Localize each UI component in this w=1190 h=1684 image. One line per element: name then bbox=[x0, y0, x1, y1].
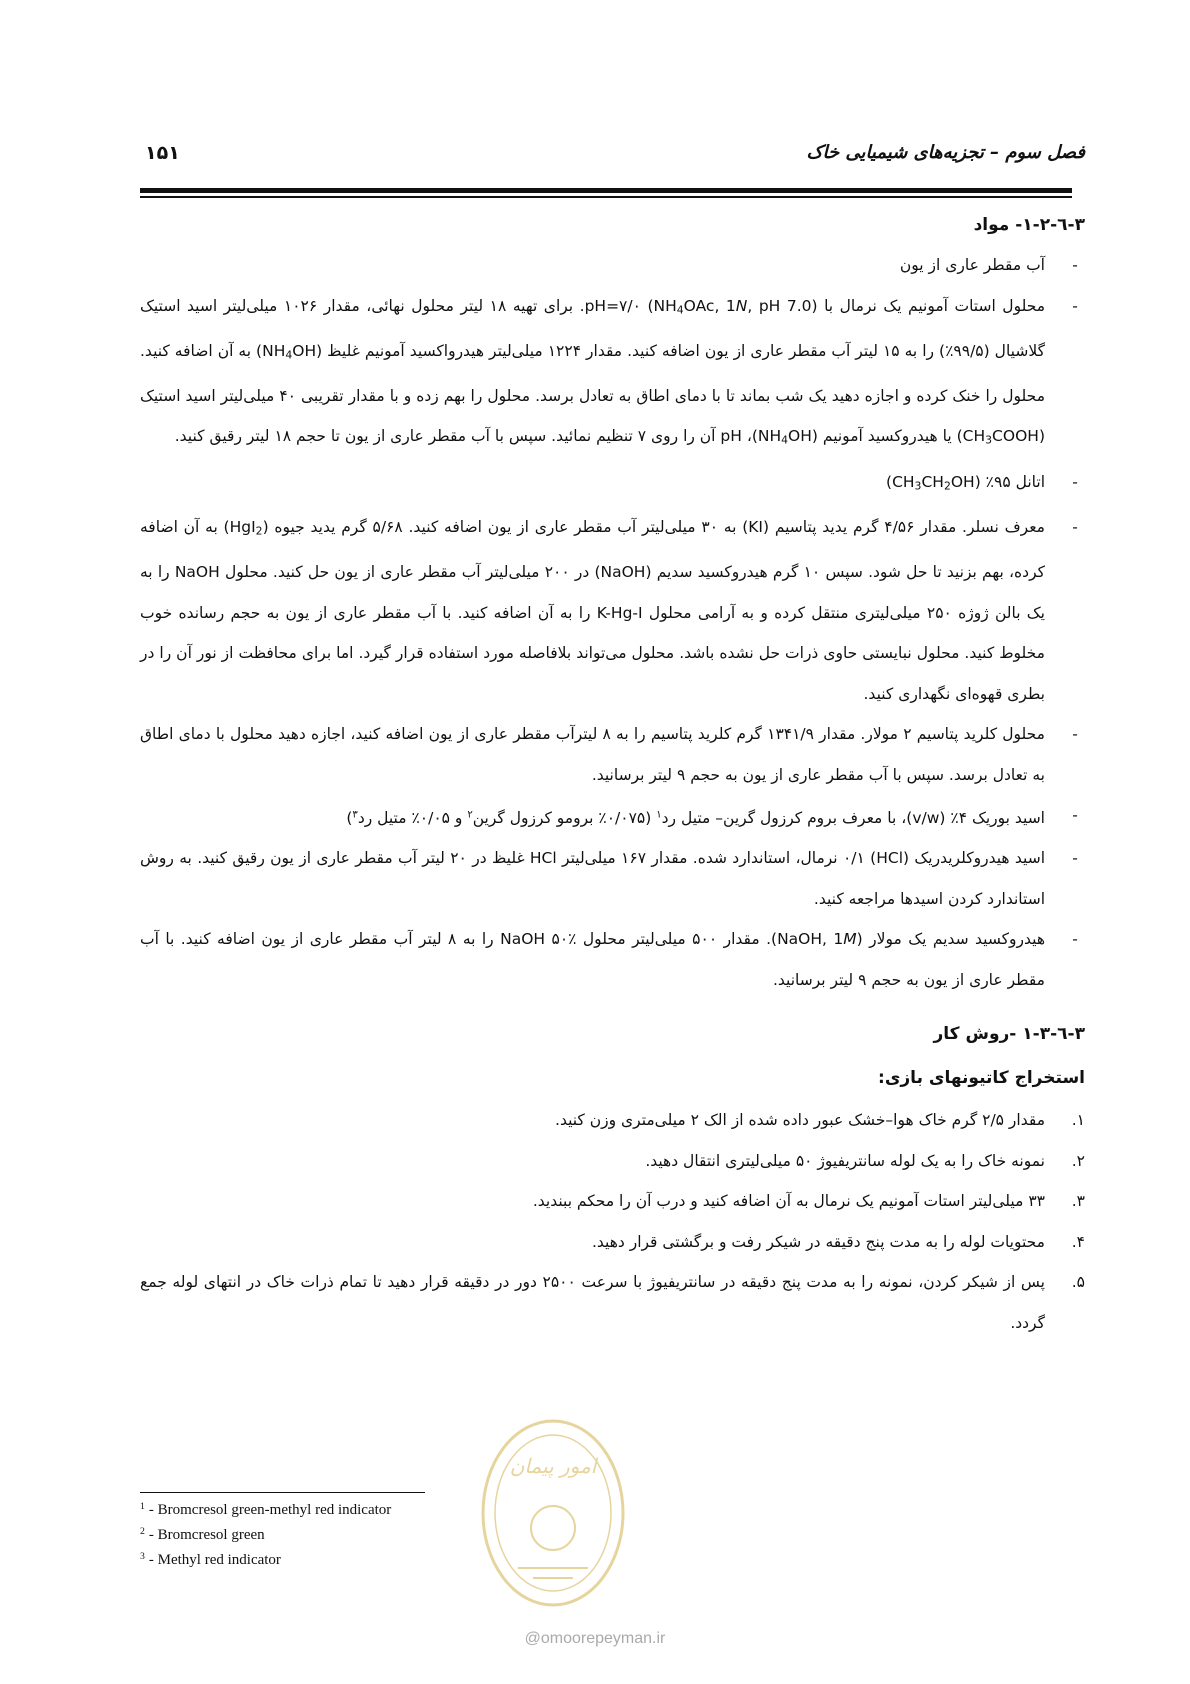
step-text: ۳۳ میلی‌لیتر استات آمونیم یک نرمال به آن اضافه کنید و درب آن را محکم ببندید. bbox=[532, 1192, 1045, 1211]
material-item bbox=[140, 714, 1085, 795]
chapter-title: فصل سوم – تجزیه‌های شیمیایی خاک bbox=[806, 142, 1085, 163]
footnote-text: - Bromcresol green bbox=[148, 1526, 265, 1543]
italic-symbol: M bbox=[843, 930, 857, 949]
material-item bbox=[140, 245, 1085, 286]
page-content bbox=[140, 205, 1085, 1343]
subscript: 4 bbox=[676, 303, 684, 317]
material-text: محلول استات آمونیم یک نرمال با pH=۷/۰ ($NH_4OAc$, 1N, pH 7.0). برای تهیه ۱۸ لیتر محلول نهائی، مقدار ۱۰۲۶ میلی‌لیتر اسید استیک گلاشیال (۹۹/۵٪) را به ۱۵ لیتر آب مقطر عاری از یون اضافه کنید. مقدار ۱۲۲۴ میلی‌لیتر هیدرواکسید آمونیم غلیظ $(NH_4OH)$ به آن اضافه کنید. محلول را خنک کرده و اجازه دهید یک شب بماند تا با دمای اطاق به تعادل برسد. محلول را بهم زده و با مقدار تقریبی ۴۰ میلی‌لیتر اسید استیک $(CH_3COOH)$ یا هیدروکسید آمونیم $(NH_4OH)،$ pH آن را روی ۷ تنظیم نمائید. سپس با آب مقطر عاری از یون تا حجم ۱۸ لیتر رقیق کنید. bbox=[140, 296, 1046, 448]
watermark-site: @omoorepeyman.ir bbox=[524, 1630, 666, 1647]
header-rule-thick bbox=[140, 188, 1072, 193]
section-gap bbox=[140, 1000, 1085, 1012]
subscript: 3 bbox=[914, 479, 922, 493]
subscript: 3 bbox=[985, 434, 993, 448]
italic-symbol: N bbox=[735, 296, 748, 315]
procedure-step bbox=[140, 1181, 1085, 1222]
bullet-dash: - bbox=[1072, 472, 1078, 491]
step-number: ۱. bbox=[1071, 1111, 1085, 1130]
material-item bbox=[140, 919, 1085, 1000]
material-text: هیدروکسید سدیم یک مولار (NaOH, 1M). مقدار ۵۰۰ میلی‌لیتر محلول NaOH ۵۰٪ را به ۸ لیتر آب مقطر عاری از یون اضافه کنید. با آب مقطر عاری از یون به حجم ۹ لیتر برسانید. bbox=[140, 930, 1045, 989]
procedure-subheading: استخراج کاتیونهای بازی: bbox=[878, 1068, 1085, 1089]
material-text: اسید بوریک ۴٪ (v/w)، با معرف بروم کرزول گرین– متیل رد$^۱$ (۰/۰۷۵٪ برومو کرزول گرین$^۲$ و ۰/۰۵٪ متیل رد$^۳$) bbox=[346, 808, 1045, 827]
footnote-ref: ۳ bbox=[352, 809, 358, 821]
subscript: 4 bbox=[781, 434, 789, 448]
procedure-step bbox=[140, 1222, 1085, 1263]
material-text: آب مقطر عاری از یون bbox=[899, 256, 1045, 274]
material-item bbox=[140, 286, 1085, 462]
footnote-ref: ۲ bbox=[467, 809, 473, 821]
material-item bbox=[140, 838, 1085, 919]
footnote-ref: ۱ bbox=[656, 809, 662, 821]
page-number: ۱۵۱ bbox=[145, 142, 180, 164]
procedure-step bbox=[140, 1141, 1085, 1182]
bullet-dash: - bbox=[1072, 296, 1078, 315]
bullet-dash: - bbox=[1072, 517, 1078, 536]
bullet-dash: - bbox=[1072, 806, 1078, 825]
step-number: ۳. bbox=[1071, 1192, 1085, 1211]
bullet-dash: - bbox=[1072, 849, 1078, 868]
step-text: نمونه خاک را به یک لوله سانتریفیوژ ۵۰ میلی‌لیتری انتقال دهید. bbox=[645, 1151, 1045, 1170]
material-text: محلول کلرید پتاسیم ۲ مولار. مقدار ۱۳۴۱/۹ گرم کلرید پتاسیم را به ۸ لیترآب مقطر عاری از یون اضافه کنید، اجازه دهید محلول با دمای اطاق به تعادل برسد. سپس با آب مقطر عاری از یون به حجم ۹ لیتر برسانید. bbox=[140, 725, 1045, 784]
footnote-text: - Bromcresol green-methyl red indicator bbox=[148, 1501, 392, 1518]
material-item bbox=[140, 462, 1085, 507]
materials-list bbox=[140, 245, 1085, 1000]
svg-text:امور پیمان: امور پیمان bbox=[509, 1454, 597, 1478]
material-text: معرف نسلر. مقدار ۴/۵۶ گرم یدید پتاسیم (KI) به ۳۰ میلی‌لیتر آب مقطر عاری از یون اضافه کنید. ۵/۶۸ گرم یدید جیوه (HgI$_2$) به آن اضافه کرده، بهم بزنید تا حل شود. سپس ۱۰ گرم هیدروکسید سدیم (NaOH) در ۲۰۰ میلی‌لیتر آب مقطر عاری از یون حل کنید. محلول NaOH را به یک بالن ژوژه ۲۵۰ میلی‌لیتری منتقل کرده و به آرامی محلول K-Hg-I را به آن اضافه کنید. با آب مقطر عاری از یون به حجم رسانده خوب مخلوط کنید. محلول نبایستی حاوی ذرات حل نشده باشد. محلول می‌تواند بلافاصله مورد استفاده قرار گیرد. اما برای محافظت از نور آن را در بطری قهوه‌ای نگهداری کنید. bbox=[140, 517, 1045, 703]
footnote bbox=[140, 1496, 391, 1521]
material-item bbox=[140, 507, 1085, 714]
procedure-heading: ۳-٦-۱-۳ -روش کار bbox=[933, 1024, 1085, 1045]
procedure-steps bbox=[140, 1100, 1085, 1343]
step-text: محتویات لوله را به مدت پنج دقیقه در شیکر رفت و برگشتی قرار دهید. bbox=[591, 1232, 1045, 1251]
header-rule-thin bbox=[140, 196, 1072, 198]
material-item bbox=[140, 795, 1085, 838]
procedure-step bbox=[140, 1262, 1085, 1343]
footnote-number: 3 bbox=[140, 1550, 145, 1562]
subscript: 2 bbox=[255, 524, 263, 538]
step-text: مقدار ۲/۵ گرم خاک هوا–خشک عبور داده شده از الک ۲ میلی‌متری وزن کنید. bbox=[555, 1111, 1045, 1130]
footnote-rule bbox=[140, 1492, 425, 1493]
materials-heading: ۳-٦-۱-۲- مواد bbox=[973, 215, 1085, 235]
procedure-step bbox=[140, 1100, 1085, 1141]
footnote-text: - Methyl red indicator bbox=[148, 1551, 281, 1568]
subscript: 2 bbox=[943, 479, 951, 493]
footnote bbox=[140, 1546, 391, 1571]
step-text: پس از شیکر کردن، نمونه را به مدت پنج دقیقه در سانتریفیوژ با سرعت ۲۵۰۰ دور در دقیقه قرار دهید تا تمام ذرات خاک در انتهای لوله جمع گردد. bbox=[140, 1273, 1045, 1332]
step-number: ۴. bbox=[1071, 1232, 1085, 1251]
bullet-dash: - bbox=[1072, 725, 1078, 744]
material-text: اتانل ۹۵٪ $(CH_3CH_2OH)$ bbox=[886, 472, 1045, 493]
footnote-number: 1 bbox=[140, 1501, 145, 1512]
watermark-seal bbox=[478, 1418, 628, 1618]
step-number: ۲. bbox=[1071, 1151, 1085, 1170]
footnote bbox=[140, 1521, 391, 1546]
step-number: ۵. bbox=[1071, 1273, 1085, 1292]
material-text: اسید هیدروکلریدریک (HCl) ۰/۱ نرمال، استاندارد شده. مقدار ۱۶۷ میلی‌لیتر HCl غلیظ در ۲۰ لیتر آب مقطر عاری از یون رقیق کنید. به روش استاندارد کردن اسیدها مراجعه کنید. bbox=[140, 849, 1046, 908]
bullet-dash: - bbox=[1072, 256, 1078, 274]
subscript: 4 bbox=[285, 348, 293, 362]
footnotes bbox=[140, 1496, 391, 1571]
footnote-number: 2 bbox=[140, 1525, 145, 1537]
bullet-dash: - bbox=[1072, 930, 1078, 949]
